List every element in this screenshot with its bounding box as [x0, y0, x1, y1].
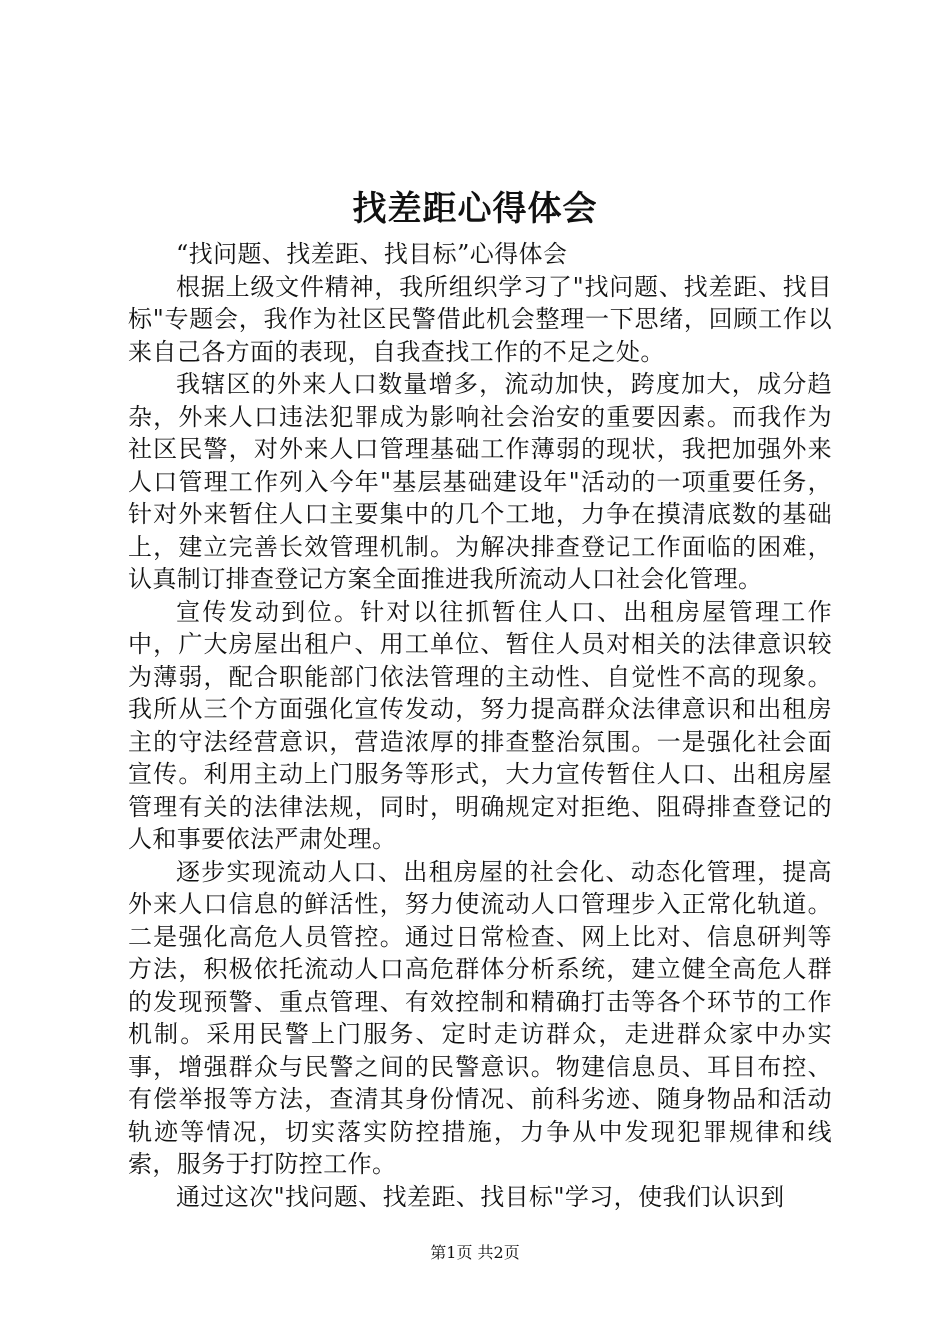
document-body: [128, 238, 832, 1213]
page-number-footer: 第1页 共2页: [430, 1243, 520, 1262]
subtitle-paragraph: “找问题、找差距、找目标”心得体会: [176, 240, 568, 268]
body-paragraph: 根据上级文件精神，我所组织学习了"找问题、找差距、找目标"专题会，我作为社区民警借此机会整理一下思绪，回顾工作以来自己各方面的表现，自我查找工作的不足之处。: [128, 272, 832, 366]
document-title: 找差距心得体会: [352, 189, 598, 229]
body-paragraph: 宣传发动到位。针对以往抓暂住人口、出租房屋管理工作中，广大房屋出租户、用工单位、暂住人员对相关的法律意识较为薄弱，配合职能部门依法管理的主动性、自觉性不高的现象。我所从三个方面强化宣传发动，努力提高群众法律意识和出租房主的守法经营意识，营造浓厚的排查整治氛围。一是强化社会面宣传。利用主动上门服务等形式，大力宣传暂住人口、出租房屋管理有关的法律法规，同时，明确规定对拒绝、阻碍排查登记的人和事要依法严肃处理。: [128, 597, 832, 853]
body-paragraph: 我辖区的外来人口数量增多，流动加快，跨度加大，成分趋杂，外来人口违法犯罪成为影响社会治安的重要因素。而我作为社区民警，对外来人口管理基础工作薄弱的现状，我把加强外来人口管理工作列入今年"基层基础建设年"活动的一项重要任务，针对外来暂住人口主要集中的几个工地，力争在摸清底数的基础上，建立完善长效管理机制。为解决排查登记工作面临的困难，认真制订排查登记方案全面推进我所流动人口社会化管理。: [128, 370, 832, 593]
body-paragraph: 逐步实现流动人口、出租房屋的社会化、动态化管理，提高外来人口信息的鲜活性，努力使流动人口管理步入正常化轨道。二是强化高危人员管控。通过日常检查、网上比对、信息研判等方法，积极依托流动人口高危群体分析系统，建立健全高危人群的发现预警、重点管理、有效控制和精确打击等各个环节的工作机制。采用民警上门服务、定时走访群众，走进群众家中办实事，增强群众与民警之间的民警意识。物建信息员、耳目布控、有偿举报等方法，查清其身份情况、前科劣迹、随身物品和活动轨迹等情况，切实落实防控措施，力争从中发现犯罪规律和线索，服务于打防控工作。: [128, 857, 832, 1178]
body-paragraph: 通过这次"找问题、找差距、找目标"学习，使我们认识到: [176, 1182, 785, 1211]
